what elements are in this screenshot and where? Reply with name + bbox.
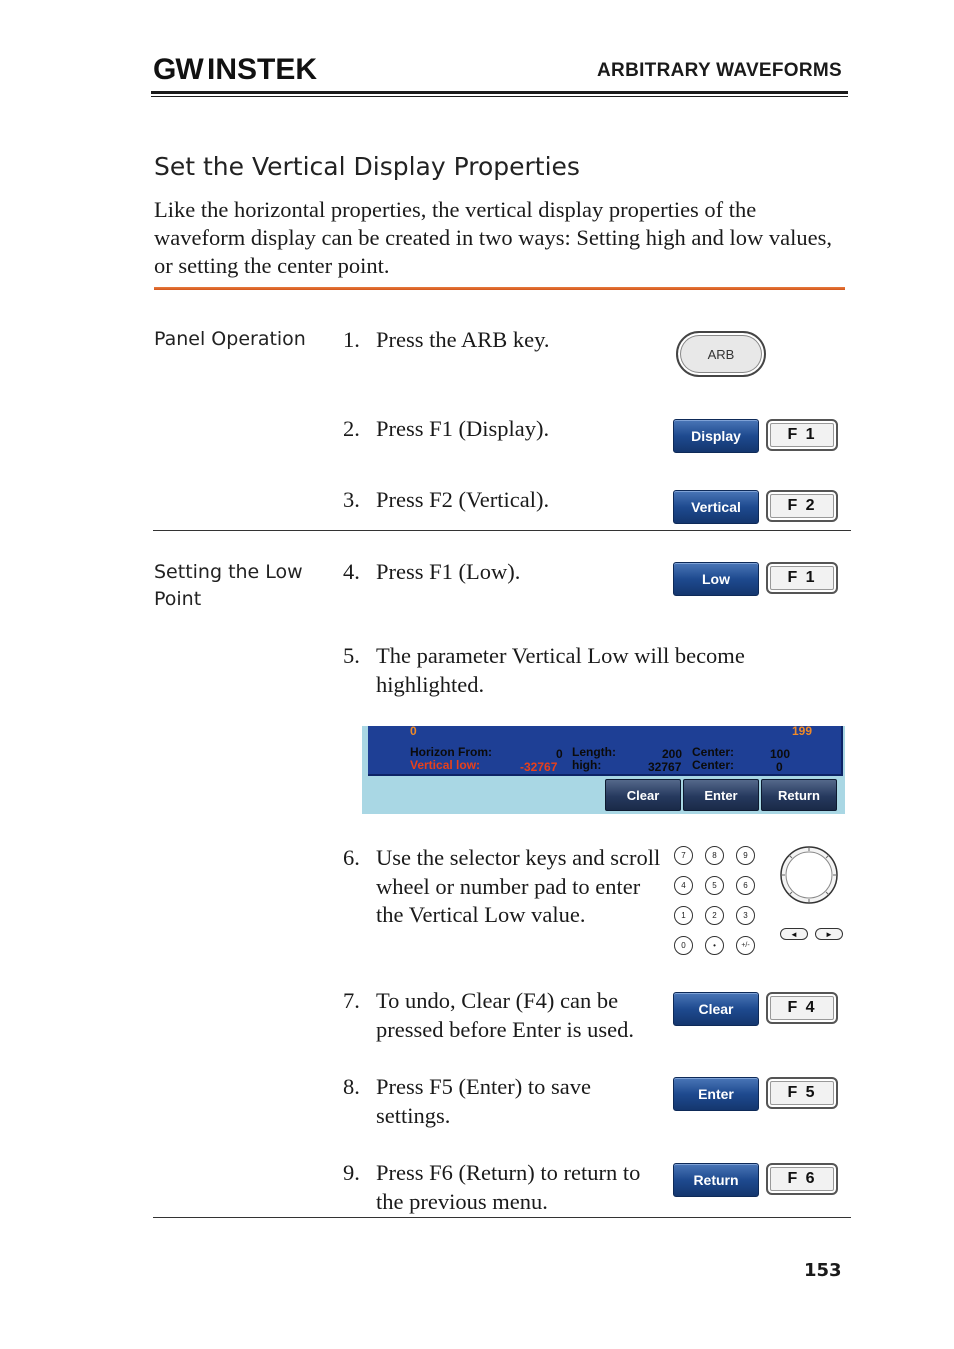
screen-top-right: 199 xyxy=(792,726,813,738)
screen-vertical-low-label: Vertical low: xyxy=(410,758,481,772)
screen-parameter-panel xyxy=(368,726,843,776)
svg-text:INSTEK: INSTEK xyxy=(207,53,318,84)
screen-center2-value: 0 xyxy=(776,760,783,774)
screen-return-button[interactable]: Return xyxy=(761,779,837,811)
screen-center1-value: 100 xyxy=(770,747,791,761)
screen-horizon-from-value: 0 xyxy=(556,747,563,761)
keypad-7[interactable]: 7 xyxy=(674,846,693,865)
screen-length-label: Length: xyxy=(572,745,616,759)
step-1: 1. Press the ARB key. xyxy=(343,327,550,352)
svg-text:GW: GW xyxy=(153,53,203,84)
step-7: 7. To undo, Clear (F4) can be pressed before Enter is used. xyxy=(343,988,635,1042)
vertical-softkey[interactable]: Vertical xyxy=(673,490,759,524)
step-5: 5. The parameter Vertical Low will become highlighted. xyxy=(343,643,745,697)
step-3: 3. Press F2 (Vertical). xyxy=(343,487,550,512)
screen-center2-label: Center: xyxy=(692,758,735,772)
header-rule-thin xyxy=(151,96,848,97)
screen-center1-label: Center: xyxy=(692,745,735,759)
header-rule xyxy=(151,91,848,94)
bottom-divider xyxy=(153,1217,851,1218)
intro-paragraph: Like the horizontal properties, the vertical display properties of the waveform display can be created in two ways: Setting high and low values, or setting the center point. xyxy=(154,197,832,278)
keypad-decimal[interactable]: • xyxy=(705,936,724,955)
return-softkey[interactable]: Return xyxy=(673,1163,759,1197)
instrument-screen xyxy=(362,726,845,814)
arb-key[interactable]: ARB xyxy=(676,331,766,377)
keypad-3[interactable]: 3 xyxy=(736,906,755,925)
keypad-5[interactable]: 5 xyxy=(705,876,724,895)
scroll-wheel-icon[interactable] xyxy=(779,845,839,905)
label-panel-operation: Panel Operation xyxy=(154,328,306,350)
screen-high-label: high: xyxy=(572,758,602,772)
clear-softkey[interactable]: Clear xyxy=(673,992,759,1026)
page-number: 153 xyxy=(804,1260,842,1281)
keypad-0[interactable]: 0 xyxy=(674,936,693,955)
keypad-4[interactable]: 4 xyxy=(674,876,693,895)
step-4: 4. Press F1 (Low). xyxy=(343,559,521,584)
enter-softkey[interactable]: Enter xyxy=(673,1077,759,1111)
screen-length-value: 200 xyxy=(662,747,683,761)
screen-clear-button[interactable]: Clear xyxy=(605,779,681,811)
screen-top-left: 0 xyxy=(410,726,417,738)
step-8: 8. Press F5 (Enter) to save settings. xyxy=(343,1074,591,1128)
arrow-left-key[interactable]: ◄ xyxy=(780,928,808,940)
keypad-1[interactable]: 1 xyxy=(674,906,693,925)
f4-key[interactable]: F 4 xyxy=(766,992,838,1024)
keypad-2[interactable]: 2 xyxy=(705,906,724,925)
f2-key[interactable]: F 2 xyxy=(766,490,838,522)
keypad-9[interactable]: 9 xyxy=(736,846,755,865)
f1-key[interactable]: F 1 xyxy=(766,419,838,451)
step-2: 2. Press F1 (Display). xyxy=(343,416,550,441)
f5-key[interactable]: F 5 xyxy=(766,1077,838,1109)
screen-vertical-low-value: -32767 xyxy=(520,760,558,774)
low-softkey[interactable]: Low xyxy=(673,562,759,596)
screen-enter-button[interactable]: Enter xyxy=(683,779,759,811)
f1-key-low[interactable]: F 1 xyxy=(766,562,838,594)
f6-key[interactable]: F 6 xyxy=(766,1163,838,1195)
keypad-6[interactable]: 6 xyxy=(736,876,755,895)
display-softkey[interactable]: Display xyxy=(673,419,759,453)
keypad-plus-minus[interactable]: +/- xyxy=(736,936,755,955)
gw-instek-logo xyxy=(153,52,325,84)
section-title: Set the Vertical Display Properties xyxy=(154,152,580,181)
label-setting-low-point: Setting the Low Point xyxy=(154,561,303,610)
section-divider xyxy=(153,530,851,531)
step-9: 9. Press F6 (Return) to return to the previous menu. xyxy=(343,1160,641,1214)
screen-high-value: 32767 xyxy=(648,760,682,774)
header-section-title: ARBITRARY WAVEFORMS xyxy=(597,60,842,81)
keypad-8[interactable]: 8 xyxy=(705,846,724,865)
orange-divider xyxy=(154,287,845,290)
arrow-right-key[interactable]: ► xyxy=(815,928,843,940)
screen-horizon-from-label: Horizon From: xyxy=(410,745,492,759)
step-6: 6. Use the selector keys and scroll wheel or number pad to enter the Vertical Low value. xyxy=(343,845,661,927)
